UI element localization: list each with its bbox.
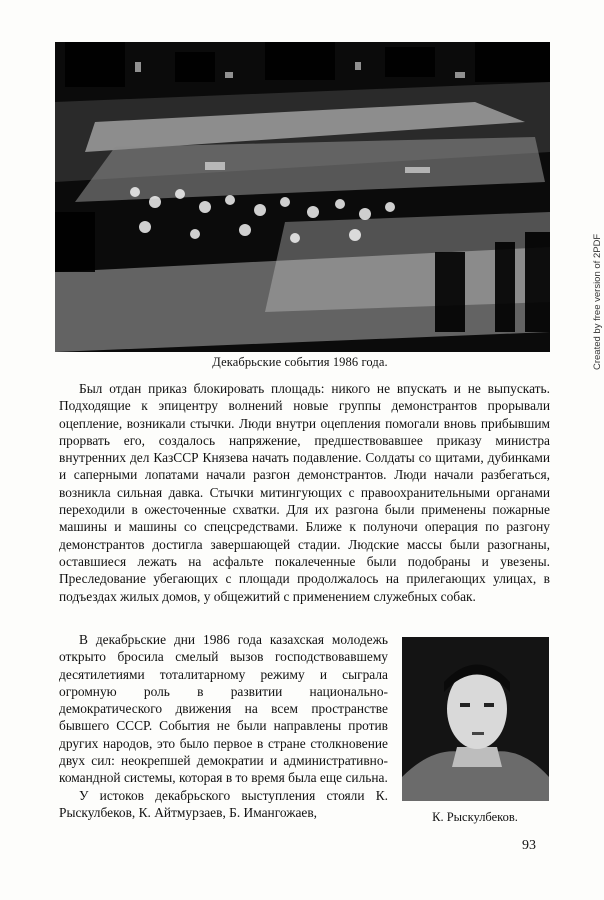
portrait-caption: К. Рыскулбеков. — [432, 810, 518, 824]
paragraph-3: У истоков декабрьского выступления стояли К. Рыскулбеков, К. Айтмурзаев, Б. Имангожаев, — [59, 787, 388, 820]
paragraph-1: Был отдан приказ блокировать площадь: никого не впускать и не выпускать. Подходящие к эпицентру волнений новые группы демонстрантов прорывали оцепление, возникали стычки. Люди внутри оцепления помогали вновь прибывшим прорвать его, создалось напряжение, предшествовавшее приказу министра внутренних дел КазССР Князева начать подавление. Солдаты со щитами, дубинками и саперными лопатами начали разгон демонстрантов. Люди начали разбегаться, возникла сильная давка. Стычки митингующих с правоохранительными органами переходили в ожесточенные схватки. Для их разгона были применены пожарные машины и машины со спецсредствами. Ближе к полуночи операция по разгону демонстрантов достигла завершающей стадии. Людские массы были разогнаны, оставшиеся лежать на асфальте покалеченные были подобраны и увезены. Преследование убегающих с площади продолжалось на прилегающих улицах, в подъездах жилых домов, у общежитий с применением служебных собак. — [59, 381, 550, 604]
crowd-photo-image — [55, 42, 550, 352]
main-text — [59, 380, 550, 605]
crowd-photo — [55, 42, 550, 352]
portrait-image — [402, 637, 549, 801]
watermark — [592, 210, 604, 370]
lower-text-column — [59, 631, 388, 821]
paragraph-2: В декабрьские дни 1986 года казахская молодежь открыто бросила смелый вызов господствовавшему десятилетиями тоталитарному режиму и сыграла огромную роль в развитии национально-демократического движения на всем пространстве бывшего СССР. События не были направлены против других народов, это было первое в стране столкновение двух сил: неокрепшей демократии и административно-командной системы, которая в то время была еще сильна. — [59, 632, 388, 786]
portrait-photo — [402, 637, 549, 801]
watermark-text: Created by free version of 2PDF — [592, 233, 603, 370]
photo-caption: Декабрьские события 1986 года. — [212, 355, 388, 369]
page-number: 93 — [522, 838, 536, 853]
